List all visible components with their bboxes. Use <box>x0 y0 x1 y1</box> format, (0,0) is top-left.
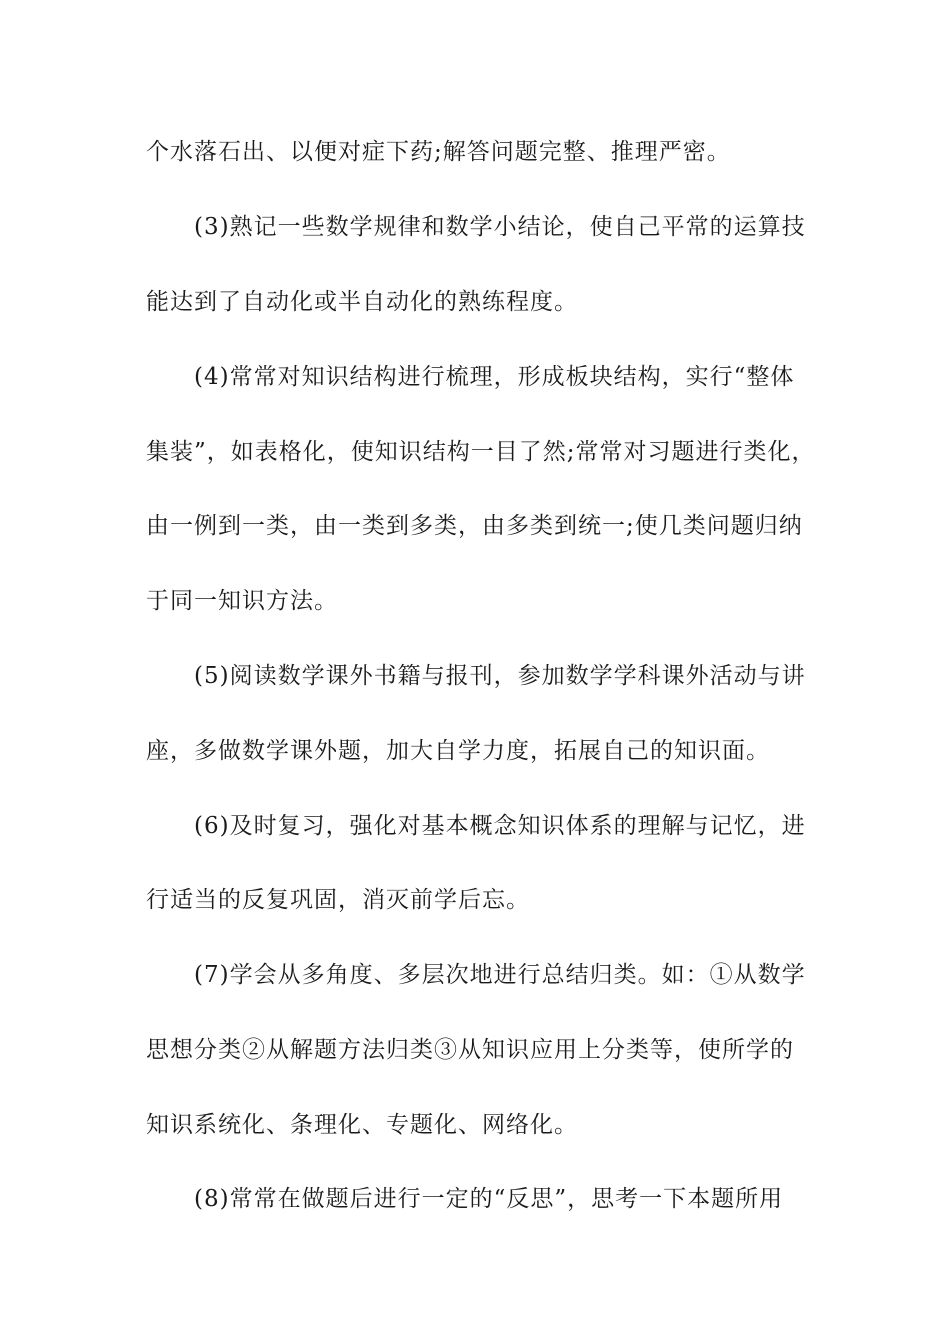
paragraph-5-line-1: (5)阅读数学课外书籍与报刊，参加数学学科课外活动与讲 <box>194 663 806 689</box>
text-line: 座，多做数学课外题，加大自学力度，拓展自己的知识面。 <box>146 738 770 764</box>
text-line: 个水落石出、以便对症下药;解答问题完整、推理严密。 <box>146 139 731 165</box>
text-line: 能达到了自动化或半自动化的熟练程度。 <box>146 289 578 315</box>
text-line: 于同一知识方法。 <box>146 588 338 614</box>
text-line: 知识系统化、条理化、专题化、网络化。 <box>146 1112 578 1138</box>
paragraph-7-line-1: (7)学会从多角度、多层次地进行总结归类。如：①从数学 <box>194 962 806 988</box>
text-line: 由一例到一类，由一类到多类，由多类到统一;使几类问题归纳 <box>146 513 803 539</box>
text-line: 思想分类②从解题方法归类③从知识应用上分类等，使所学的 <box>146 1037 794 1063</box>
paragraph-4-line-1: (4)常常对知识结构进行梳理，形成板块结构，实行“整体 <box>194 364 795 390</box>
paragraph-8-line-1: (8)常常在做题后进行一定的“反思”，思考一下本题所用 <box>194 1186 784 1212</box>
text-line: 集装”，如表格化，使知识结构一目了然;常常对习题进行类化， <box>146 439 816 465</box>
paragraph-3-line-1: (3)熟记一些数学规律和数学小结论，使自己平常的运算技 <box>194 214 806 240</box>
text-line: 行适当的反复巩固，消灭前学后忘。 <box>146 887 530 913</box>
paragraph-6-line-1: (6)及时复习，强化对基本概念知识体系的理解与记忆，进 <box>194 813 806 839</box>
